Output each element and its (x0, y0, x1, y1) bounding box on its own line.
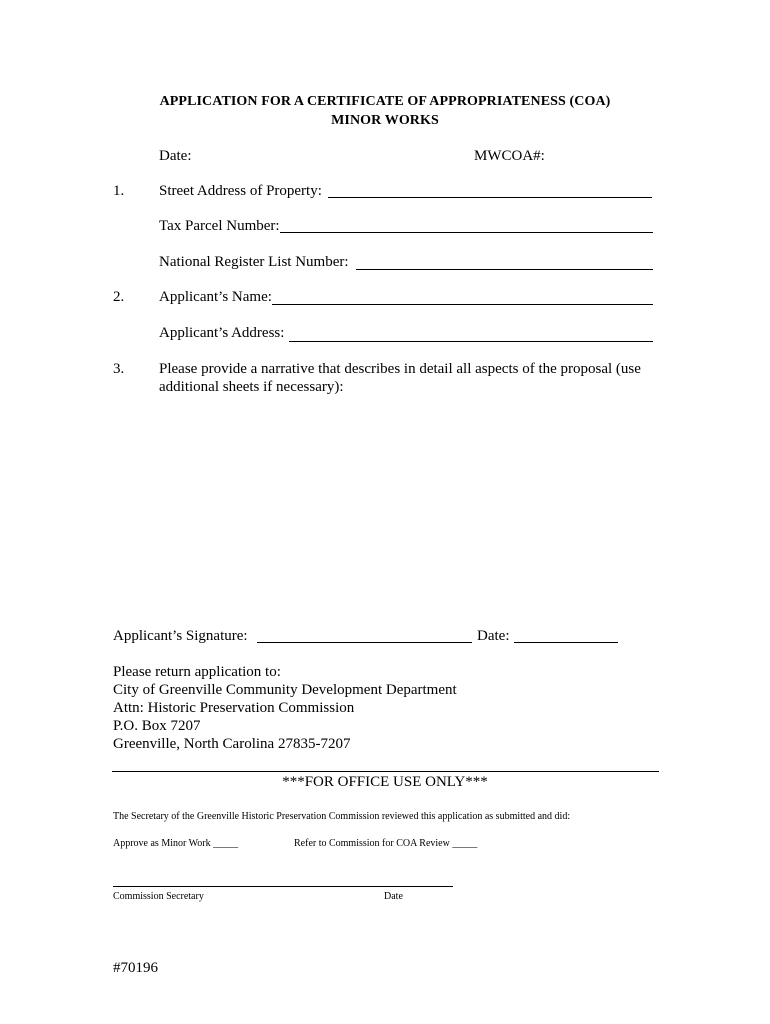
applicant-name-label: Applicant’s Name: (159, 289, 272, 305)
date-label: Date: (159, 148, 192, 164)
signature-date-field[interactable] (514, 642, 618, 643)
office-use-statement: The Secretary of the Greenville Historic Preservation Commission reviewed this application as submitted and did: (113, 811, 571, 822)
signature-date-label: Date: (477, 628, 510, 644)
narrative-area[interactable] (159, 402, 653, 612)
return-address-line-4: Greenville, North Carolina 27835-7207 (113, 736, 351, 752)
commission-secretary-label: Commission Secretary (113, 891, 204, 902)
office-use-divider (112, 771, 659, 772)
national-register-field[interactable] (356, 269, 653, 270)
return-intro: Please return application to: (113, 664, 281, 680)
applicant-address-field[interactable] (289, 341, 653, 342)
applicant-signature-field[interactable] (257, 642, 472, 643)
applicant-signature-label: Applicant’s Signature: (113, 628, 248, 644)
return-address-line-2: Attn: Historic Preservation Commission (113, 700, 355, 716)
street-address-label: Street Address of Property: (159, 183, 322, 199)
applicant-address-label: Applicant’s Address: (159, 325, 285, 341)
item-number-2: 2. (113, 289, 125, 305)
form-title-line-1: APPLICATION FOR A CERTIFICATE OF APPROPRIATENESS (COA) (159, 94, 611, 109)
tax-parcel-label: Tax Parcel Number: (159, 218, 280, 234)
mwcoa-label: MWCOA#: (474, 148, 545, 164)
return-address-line-1: City of Greenville Community Development Department (113, 682, 457, 698)
item-number-3: 3. (113, 361, 125, 377)
narrative-instructions-line-2: additional sheets if necessary): (159, 379, 344, 395)
return-address-line-3: P.O. Box 7207 (113, 718, 201, 734)
commission-secretary-signature-field[interactable] (113, 886, 453, 887)
street-address-field[interactable] (328, 197, 652, 198)
office-use-heading: ***FOR OFFICE USE ONLY*** (282, 774, 488, 790)
form-title-line-2: MINOR WORKS (331, 113, 439, 128)
refer-to-commission-option[interactable]: Refer to Commission for COA Review _____ (294, 838, 478, 849)
tax-parcel-field[interactable] (280, 232, 653, 233)
item-number-1: 1. (113, 183, 125, 199)
narrative-instructions-line-1: Please provide a narrative that describes in detail all aspects of the proposal (use (159, 361, 641, 377)
applicant-name-field[interactable] (272, 304, 653, 305)
office-date-label: Date (384, 891, 403, 902)
national-register-label: National Register List Number: (159, 254, 349, 270)
form-number: #70196 (113, 960, 158, 976)
approve-minor-work-option[interactable]: Approve as Minor Work _____ (113, 838, 239, 849)
